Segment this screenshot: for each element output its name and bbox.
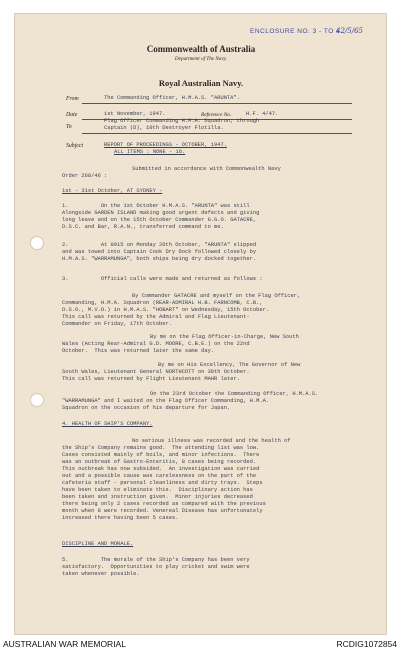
- text-line: satisfactory. Opportunities to play cricket and swim were: [62, 564, 250, 570]
- text-line: Alongside GARDEN ISLAND making good urgent defects and giving: [62, 210, 260, 216]
- text-line: H.M.A.S. "WARRAMUNGA", both ships being dry docked together.: [62, 256, 257, 262]
- footer-archive-name: AUSTRALIAN WAR MEMORIAL: [3, 639, 126, 649]
- text-line: This call was returned by the Admiral and Flag Lieutenant-: [62, 314, 250, 320]
- date-value: 1st November, 1947.: [104, 111, 166, 117]
- from-label: From: [66, 96, 79, 102]
- paragraph-3: [62, 276, 263, 283]
- text-line: October. This was returned later the same day.: [62, 348, 215, 354]
- enclosure-stamp: ENCLOSURE NO. 3 - TO #: [250, 28, 341, 35]
- text-line: have been taken to eliminate this. Disciplinary action has: [62, 487, 253, 493]
- text-line: This outbreak has now subsided. An investigation was carried: [62, 466, 260, 472]
- from-value: The Commanding Officer, H.M.A.S. "ARUNTA".: [104, 95, 240, 101]
- text-line: out and a possible cause was carelessness on the part of the: [62, 473, 257, 479]
- from-rule: [82, 103, 352, 104]
- section-heading-discipline: DISCIPLINE AND MORALE.: [62, 541, 134, 547]
- department-heading: Department of The Navy.: [174, 56, 228, 62]
- text-line: Cases consisted mainly of boils, and minor infections. There: [62, 452, 260, 458]
- reference-label: Reference No.: [201, 112, 232, 118]
- text-line: South Wales, Lieutenant General NORTHCOTT on 30th October.: [62, 369, 250, 375]
- commonwealth-heading: Commonwealth of Australia: [146, 44, 256, 54]
- text-line: Commander on Friday, 17th October.: [62, 321, 172, 327]
- to-label: To: [66, 124, 72, 130]
- intro-line-2: Order 268/46 :: [62, 173, 108, 179]
- text-line: D.S.C. and Bar, R.A.N., transferred command to me.: [62, 224, 224, 230]
- navy-heading: Royal Australian Navy.: [158, 78, 244, 88]
- section-heading-sydney: 1st - 31st October, AT SYDNEY -: [62, 188, 163, 194]
- subject-label: Subject: [66, 143, 84, 149]
- text-line: and was towed into Captain Cook Dry Dock followed closely by: [62, 249, 257, 255]
- text-line: On the 23rd October the Commanding Officer, H.M.A.S.: [150, 391, 319, 397]
- date-label: Date: [66, 112, 78, 118]
- text-line: No serious illness was recorded and the health of: [132, 438, 291, 444]
- text-line: By me on His Excellency, The Governor of New: [158, 362, 301, 368]
- text-line: By Commander GATACRE and myself on the Flag Officer,: [132, 293, 301, 299]
- punch-hole: [30, 236, 44, 250]
- reference-value: H.F. 4/47.: [246, 111, 279, 117]
- text-line: the Ship's Company remains good. The attending list was low.: [62, 445, 260, 451]
- paragraph-3a: [62, 293, 300, 328]
- text-line: increased there having been 5 cases.: [62, 515, 179, 521]
- text-line: was an outbreak of Gastro-Enteritis, 8 cases being recorded.: [62, 459, 257, 465]
- text-line: Commanding, H.M.A. Squadron (REAR-ADMIRAL H.B. FARNCOMB, C.B.,: [62, 300, 263, 306]
- text-line: "WARRAMUNGA" and I waited on the Flag Officer Commanding, H.M.A.: [62, 398, 270, 404]
- text-line: 2. At 0915 on Monday 20th October, "ARUNTA" slipped: [62, 242, 257, 248]
- text-line: taken whenever possible.: [62, 571, 140, 577]
- text-line: D.S.O., M.V.O.) in H.M.A.S. "HOBART" on Wednesday, 15th October.: [62, 307, 270, 313]
- paragraph-5: [62, 557, 250, 578]
- text-line: month when 8 were recorded. Venereal Disease has unfortunately: [62, 508, 263, 514]
- text-line: By me on the Flag Officer-in-Charge, New South: [150, 334, 299, 340]
- text-line: Squadron on the occasion of his departure for Japan.: [62, 405, 231, 411]
- paragraph-4: [62, 438, 291, 522]
- section-heading-health: 4. HEALTH OF SHIP'S COMPANY.: [62, 421, 153, 427]
- text-line: 1. On the 1st October H.M.A.S. "ARUNTA" was still: [62, 203, 250, 209]
- to-rule: [82, 133, 352, 134]
- paragraph-1: [62, 203, 259, 231]
- handwritten-reference: 42/5/65: [336, 27, 363, 35]
- text-line: This call was returned by Flight Lieutenant MAHR later.: [62, 376, 240, 382]
- paragraph-2: [62, 242, 256, 263]
- text-line: Wales (Acting Rear-Admiral G.D. MOORE, C.B.E.) on the 22nd: [62, 341, 250, 347]
- text-line: long leave and on the 15th October Commander G.G.O. GATACRE,: [62, 217, 257, 223]
- text-line: 3. Official calls were made and returned as follows :: [62, 276, 263, 282]
- subject-line-2: ALL ITEMS : NONE - 16.: [114, 149, 186, 155]
- text-line: there being only 2 cases recorded as compared with the previous: [62, 501, 266, 507]
- footer-record-id: RCDIG1072854: [336, 639, 397, 649]
- text-line: cafeteria staff - personal cleanliness and dirty trays. Steps: [62, 480, 263, 486]
- text-line: 5. The morale of the Ship's Company has been very: [62, 557, 250, 563]
- paragraph-3c: [62, 362, 300, 383]
- punch-hole: [30, 393, 44, 407]
- to-line-1: Flag Officer Commanding H.M.A. Squadron, through: [104, 118, 260, 124]
- intro-line-1: Submitted in accordance with Commonwealth Navy: [132, 166, 281, 172]
- paragraph-3b: [62, 334, 299, 355]
- to-line-2: Captain (D), 10th Destroyer Flotilla.: [104, 125, 224, 131]
- subject-line-1: REPORT OF PROCEEDINGS - OCTOBER, 1947.: [104, 142, 227, 148]
- paragraph-3d: [62, 391, 318, 412]
- text-line: been taken and instruction given. Minor injuries decreased: [62, 494, 253, 500]
